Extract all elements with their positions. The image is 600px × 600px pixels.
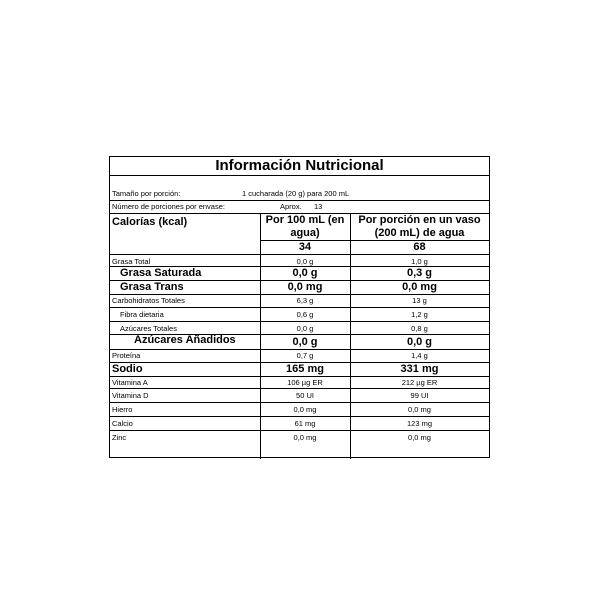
row-name: Grasa Total — [112, 257, 151, 266]
row-value-portion: 0,0 mg — [408, 405, 431, 414]
divider — [110, 294, 489, 295]
row-value-100ml: 0,0 mg — [287, 281, 323, 293]
row-value-100ml: 0,6 g — [296, 310, 314, 319]
row-value-100ml: 0,0 g — [292, 267, 318, 279]
servings-count: 13 — [314, 202, 323, 211]
row-name: Azúcares Añadidos — [134, 334, 236, 346]
row-value-100ml: 0,0 g — [296, 257, 314, 266]
row-value-100ml: 106 µg ER — [287, 378, 323, 387]
divider — [110, 307, 489, 308]
divider — [110, 200, 489, 201]
row-name: Grasa Trans — [120, 281, 184, 293]
row-value-portion: 0,0 mg — [402, 281, 437, 293]
row-value-portion: 13 g — [412, 296, 427, 305]
row-name: Azúcares Totales — [120, 324, 177, 333]
nutrition-facts-label — [109, 156, 490, 458]
row-name: Zinc — [112, 433, 127, 442]
divider — [110, 416, 489, 417]
row-value-portion: 0,0 mg — [408, 433, 431, 442]
row-value-100ml: 0,0 mg — [293, 433, 317, 442]
label-title: Información Nutricional — [215, 157, 384, 174]
row-value-portion: 212 µg ER — [401, 378, 438, 387]
divider — [110, 349, 489, 350]
row-value-100ml: 50 UI — [296, 391, 314, 400]
divider — [110, 376, 489, 377]
divider — [110, 321, 489, 322]
row-name: Vitamina D — [112, 391, 149, 400]
row-name: Hierro — [112, 405, 133, 414]
calories-per-portion: 68 — [413, 241, 426, 253]
divider — [110, 430, 489, 431]
row-name: Carbohidratos Totales — [112, 296, 185, 305]
row-value-portion: 331 mg — [400, 363, 439, 375]
serving-size-label: Tamaño por porción: — [112, 189, 181, 198]
column1-header-line2: agua) — [290, 227, 320, 239]
row-value-100ml: 6,3 g — [296, 296, 314, 305]
row-value-100ml: 0,7 g — [296, 351, 314, 360]
row-value-portion: 1,0 g — [411, 257, 428, 266]
row-value-100ml: 61 mg — [294, 419, 316, 428]
row-name: Grasa Saturada — [120, 267, 202, 279]
row-value-portion: 0,8 g — [411, 324, 428, 333]
row-value-portion: 99 UI — [410, 391, 429, 400]
servings-label: Número de porciones por envase: — [112, 202, 225, 211]
row-name: Vitamina A — [112, 378, 148, 387]
row-name: Fibra dietaria — [120, 310, 164, 319]
divider — [110, 254, 489, 255]
row-value-portion: 123 mg — [406, 419, 433, 428]
column1-header-line1: Por 100 mL (en — [265, 214, 345, 226]
servings-value: Aprox. — [280, 202, 302, 211]
row-value-100ml: 0,0 g — [296, 324, 314, 333]
divider — [110, 402, 489, 403]
row-name: Sodio — [112, 363, 143, 375]
row-value-portion: 0,0 g — [406, 336, 433, 348]
row-name: Calcio — [112, 419, 133, 428]
row-value-portion: 1,4 g — [411, 351, 428, 360]
calories-label: Calorías (kcal) — [112, 216, 188, 228]
row-value-100ml: 0,0 mg — [293, 405, 317, 414]
row-value-portion: 1,2 g — [411, 310, 428, 319]
calories-per-100ml: 34 — [298, 241, 312, 253]
serving-size-value: 1 cucharada (20 g) para 200 mL — [242, 189, 350, 198]
divider — [110, 175, 489, 176]
row-value-portion: 0,3 g — [406, 267, 433, 279]
row-value-100ml: 0,0 g — [292, 336, 318, 348]
column2-header-line1: Por porción en un vaso — [358, 214, 481, 226]
divider — [110, 388, 489, 389]
row-value-100ml: 165 mg — [286, 363, 324, 375]
column2-header-line2: (200 mL) de agua — [374, 227, 465, 239]
row-name: Proteína — [112, 351, 141, 360]
